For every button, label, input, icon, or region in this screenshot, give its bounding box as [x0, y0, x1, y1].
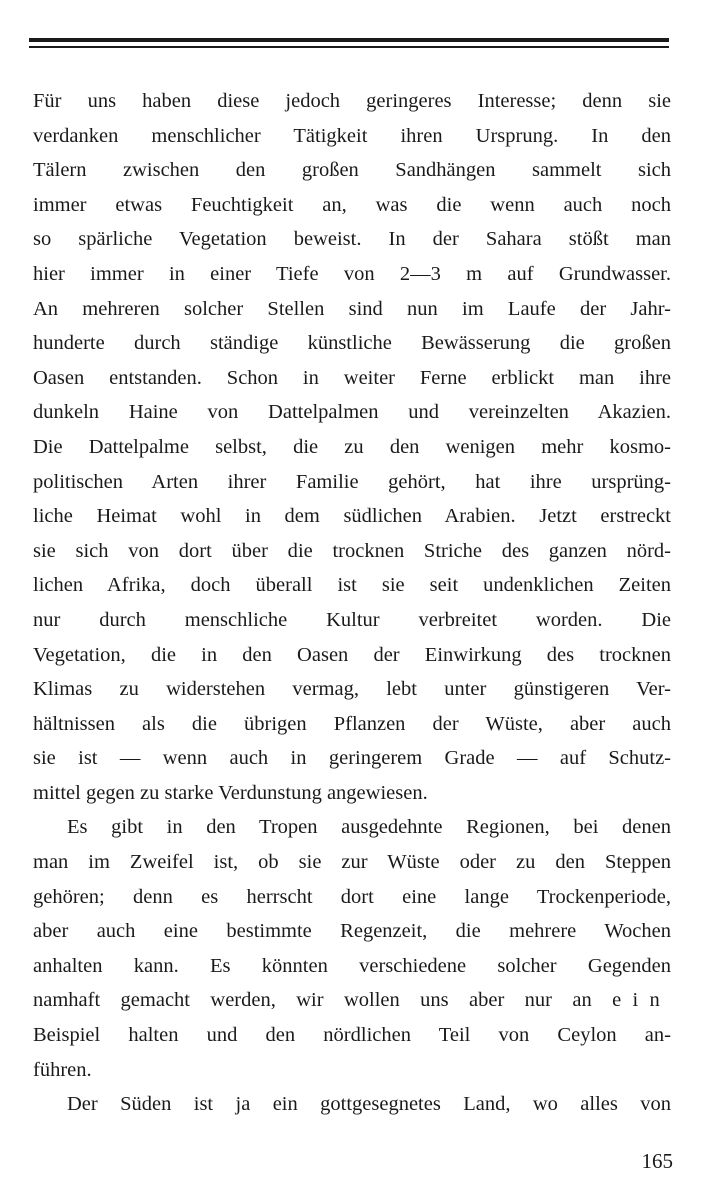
- text-line: Für uns haben diese jedoch geringeres Interesse; denn sie: [33, 90, 671, 112]
- text-line: hier immer in einer Tiefe von 2—3 m auf Grundwasser.: [33, 262, 671, 285]
- text-line: Tälern zwischen den großen Sandhängen sammelt sich: [33, 159, 671, 182]
- text-line: hältnissen als die übrigen Pflanzen der Wüste, aber auch: [33, 712, 671, 735]
- text-line: Klimas zu widerstehen vermag, lebt unter günstigeren Ver-: [33, 678, 671, 701]
- text-line: Es gibt in den Tropen ausgedehnte Regionen, bei denen: [67, 816, 671, 839]
- text-line: Beispiel halten und den nördlichen Teil von Ceylon an-: [33, 1024, 671, 1047]
- text-line: Oasen entstanden. Schon in weiter Ferne erblickt man ihre: [33, 366, 671, 389]
- text-line: Der Süden ist ja ein gottgesegnetes Land, wo alles von: [67, 1093, 671, 1116]
- text-line-with-emphasis: [33, 983, 671, 1018]
- text-line: sie ist — wenn auch in geringerem Grade — auf Schutz-: [33, 747, 671, 770]
- text-line: aber auch eine bestimmte Regenzeit, die mehrere Wochen: [33, 920, 671, 943]
- text-line: führen.: [33, 1058, 92, 1081]
- text-line: nur durch menschliche Kultur verbreitet worden. Die: [33, 608, 671, 631]
- text-line: anhalten kann. Es könnten verschiedene solcher Gegenden: [33, 954, 671, 977]
- text-line: verdanken menschlicher Tätigkeit ihren Ursprung. In den: [33, 124, 671, 147]
- text-line: lichen Afrika, doch überall ist sie seit undenklichen Zeiten: [33, 574, 671, 597]
- text-line: Vegetation, die in den Oasen der Einwirkung des trocknen: [33, 643, 671, 666]
- text-line: mittel gegen zu starke Verdunstung angewiesen.: [33, 781, 428, 804]
- text-line: dunkeln Haine von Dattelpalmen und vereinzelten Akazien.: [33, 401, 671, 424]
- text-line: hunderte durch ständige künstliche Bewässerung die großen: [33, 332, 671, 355]
- body-text: [33, 84, 671, 1122]
- header-rule-thick: [29, 38, 669, 42]
- text-line: liche Heimat wohl in dem südlichen Arabien. Jetzt erstreckt: [33, 505, 671, 528]
- text-line: so spärliche Vegetation beweist. In der Sahara stößt man: [33, 228, 671, 251]
- page-number: 165: [641, 1149, 673, 1173]
- header-rule-thin: [29, 46, 669, 48]
- text-line-part: namhaft gemacht werden, wir wollen uns aber nur an: [33, 989, 592, 1012]
- text-line: man im Zweifel ist, ob sie zur Wüste oder zu den Steppen: [33, 851, 671, 874]
- text-line: immer etwas Feuchtigkeit an, was die wenn auch noch: [33, 193, 671, 216]
- text-line: sie sich von dort über die trocknen Striche des ganzen nörd-: [33, 539, 671, 562]
- text-line: An mehreren solcher Stellen sind nun im Laufe der Jahr-: [33, 297, 671, 320]
- text-line: gehören; denn es herrscht dort eine lange Trockenperiode,: [33, 885, 671, 908]
- emphasized-word: ein: [612, 989, 671, 1012]
- text-line: politischen Arten ihrer Familie gehört, hat ihre ursprüng-: [33, 470, 671, 493]
- text-line: Die Dattelpalme selbst, die zu den wenigen mehr kosmo-: [33, 435, 671, 458]
